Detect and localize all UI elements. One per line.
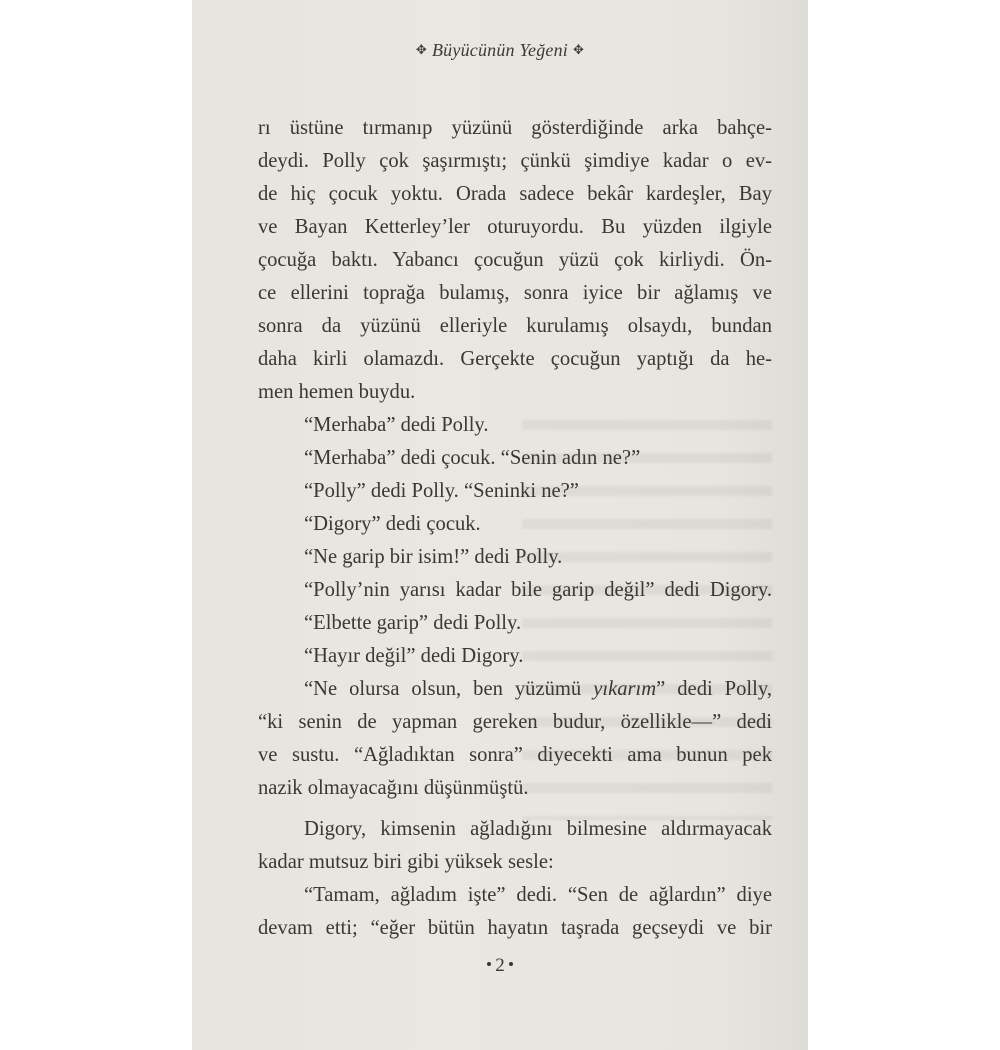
text-line: rı üstüne tırmanıp yüzünü gösterdiğinde arka bahçe- <box>258 117 772 139</box>
page-number <box>192 955 808 977</box>
text-line: “Tamam, ağladım işte” dedi. “Sen de ağlardın” diye <box>304 884 772 906</box>
text-line: “Ne olursa olsun, ben yüzümü yıkarım” dedi Polly, <box>304 678 772 700</box>
text-line: “Polly” dedi Polly. “Seninki ne?” <box>304 480 579 502</box>
text-line: “Polly’nin yarısı kadar bile garip değil” dedi Digory. <box>304 579 772 601</box>
fleuron-icon-right: ✥ <box>573 42 585 57</box>
italic-emphasis: yıkarım <box>593 678 657 700</box>
fleuron-icon-left: ✥ <box>415 42 427 57</box>
text-line: ve Bayan Ketterley’ler oturuyordu. Bu yüzden ilgiyle <box>258 216 772 238</box>
running-head <box>192 40 808 61</box>
text-line: de hiç çocuk yoktu. Orada sadece bekâr kardeşler, Bay <box>258 183 772 205</box>
text-line: men hemen buydu. <box>258 381 416 403</box>
text-line: ve sustu. “Ağladıktan sonra” diyecekti ama bunun pek <box>258 744 772 766</box>
page-number-value: 2 <box>495 955 505 976</box>
book-page <box>192 0 808 1050</box>
text-line: “Merhaba” dedi Polly. <box>304 414 489 436</box>
bullet-icon <box>487 962 491 966</box>
text-line: “ki senin de yapman gereken budur, özellikle—” dedi <box>258 711 772 733</box>
text-line: deydi. Polly çok şaşırmıştı; çünkü şimdiye kadar o ev- <box>258 150 772 172</box>
bullet-icon <box>509 962 513 966</box>
text-line: kadar mutsuz biri gibi yüksek sesle: <box>258 851 554 873</box>
dialogue-paragraph <box>258 508 772 541</box>
text-line: “Digory” dedi çocuk. <box>304 513 481 535</box>
text-line: daha kirli olamazdı. Gerçekte çocuğun yaptığı da he- <box>258 348 772 370</box>
text-line: çocuğa baktı. Yabancı çocuğun yüzü çok kirliydi. Ön- <box>258 249 772 271</box>
dialogue-paragraph <box>258 607 772 640</box>
dialogue-paragraph <box>258 879 772 945</box>
text-line: nazik olmayacağını düşünmüştü. <box>258 777 529 799</box>
dialogue-paragraph <box>258 640 772 673</box>
paragraph <box>258 813 772 879</box>
text-line: “Ne garip bir isim!” dedi Polly. <box>304 546 563 568</box>
text-line: “Hayır değil” dedi Digory. <box>304 645 524 667</box>
text-line: “Merhaba” dedi çocuk. “Senin adın ne?” <box>304 447 641 469</box>
paragraph <box>258 112 772 409</box>
dialogue-paragraph <box>258 574 772 607</box>
dialogue-paragraph <box>258 409 772 442</box>
text-line: Digory, kimsenin ağladığını bilmesine aldırmayacak <box>304 818 772 840</box>
text-line: sonra da yüzünü elleriyle kurulamış olsaydı, bundan <box>258 315 772 337</box>
text-line: devam etti; “eğer bütün hayatın taşrada geçseydi ve bir <box>258 917 772 939</box>
dialogue-paragraph <box>258 442 772 475</box>
body-text <box>258 112 772 945</box>
text-line: “Elbette garip” dedi Polly. <box>304 612 522 634</box>
text-line: ce ellerini toprağa bulamış, sonra iyice bir ağlamış ve <box>258 282 772 304</box>
dialogue-paragraph <box>258 475 772 508</box>
dialogue-paragraph <box>258 541 772 574</box>
running-head-title: Büyücünün Yeğeni <box>431 40 568 60</box>
dialogue-paragraph <box>258 673 772 805</box>
